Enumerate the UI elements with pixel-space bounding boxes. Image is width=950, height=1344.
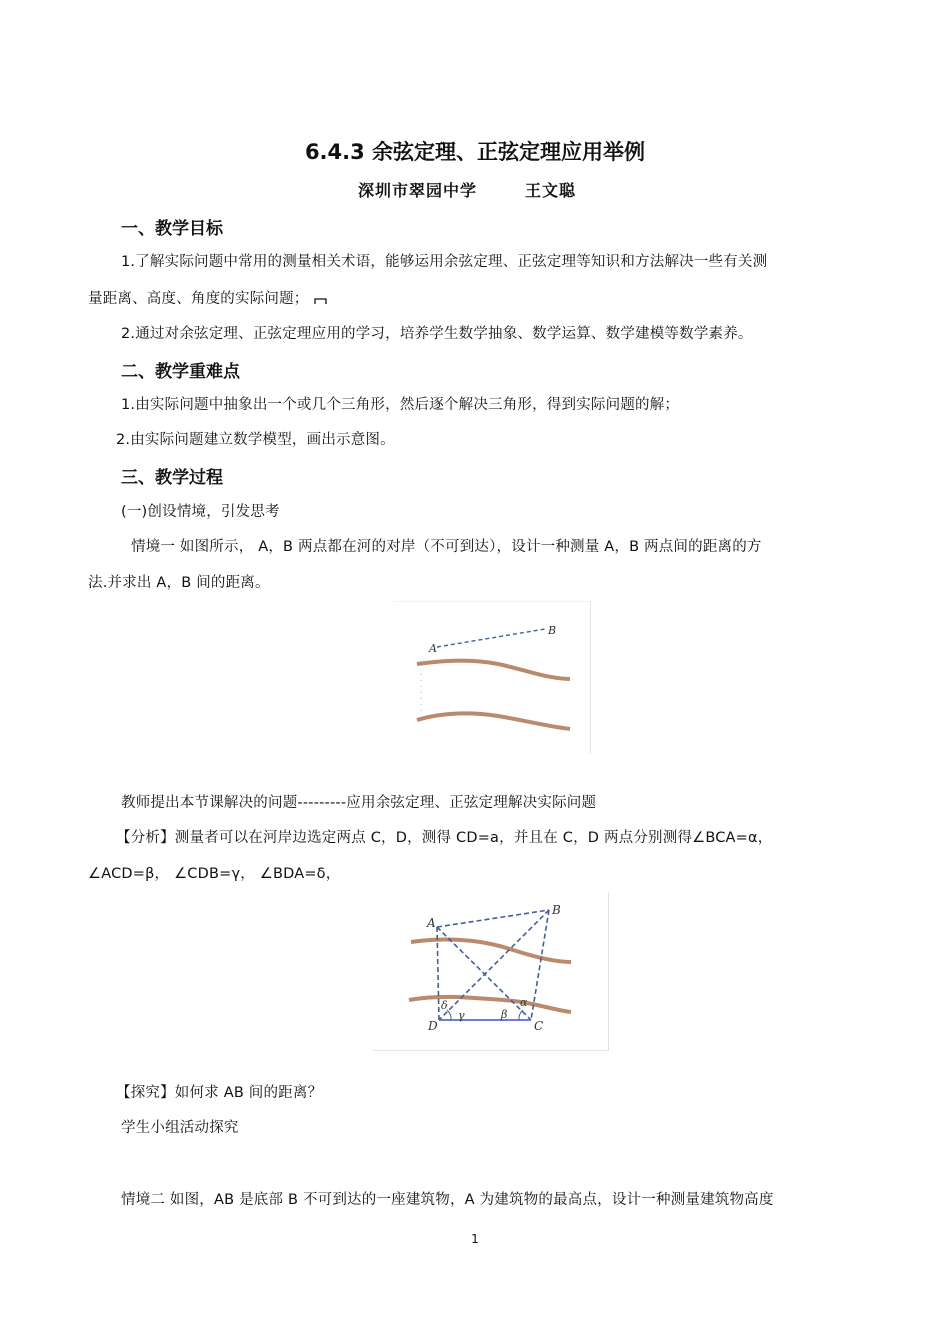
teacher-question: 教师提出本节课解决的问题---------应用余弦定理、正弦定理解决实际问题 <box>121 795 597 811</box>
author-line <box>358 178 576 201</box>
page-number: 1 <box>471 1232 479 1246</box>
goal-1-line-1: 1.了解实际问题中常用的测量相关术语，能够运用余弦定理、正弦定理等知识和方法解决一些有关测 <box>121 254 768 270</box>
river-bank-bottom <box>417 713 570 729</box>
figure-river-ab <box>393 601 591 754</box>
section-heading-process: 三、教学过程 <box>121 468 223 488</box>
difficulty-1: 1.由实际问题中抽象出一个或几个三角形，然后逐个解决三角形，得到实际问题的解； <box>121 397 680 413</box>
label-a: A <box>429 642 437 655</box>
label-gamma: γ <box>458 1009 465 1022</box>
figure-quadrilateral-abcd <box>373 892 609 1051</box>
label-b: B <box>552 903 561 917</box>
process-subheading: (一)创设情境，引发思考 <box>121 504 280 520</box>
goal-1-line-2 <box>88 287 329 308</box>
label-c: C <box>534 1019 544 1033</box>
river-bank-top <box>411 940 571 962</box>
label-beta: β <box>501 1008 508 1021</box>
label-a: A <box>427 916 436 930</box>
scene-1-line-2: 法.并求出 A，B 间的距离。 <box>88 575 270 591</box>
analysis-line-1: 【分析】测量者可以在河岸边选定两点 C，D，测得 CD=a，并且在 C，D 两点分别测得∠BCA=α， <box>116 830 773 846</box>
river-bank-top <box>417 661 570 679</box>
cursor-mark-icon <box>313 294 329 306</box>
scene-2-line-1: 情境二 如图，AB 是底部 B 不可到达的一座建筑物，A 为建筑物的最高点，设计一种测量建筑物高度 <box>121 1192 774 1208</box>
label-delta: δ <box>441 999 448 1012</box>
author-school: 深圳市翠园中学 <box>358 181 478 200</box>
scene-1-line-1: 情境一 如图所示， A，B 两点都在河的对岸（不可到达），设计一种测量 A，B 两点间的距离的方 <box>131 539 762 555</box>
river-bank-bottom <box>409 997 571 1012</box>
group-activity: 学生小组活动探究 <box>121 1120 239 1136</box>
page-title: 6.4.3 余弦定理、正弦定理应用举例 <box>304 140 646 164</box>
label-b: B <box>548 624 557 637</box>
goal-1-line-2-text: 量距离、高度、角度的实际问题； <box>88 291 309 307</box>
analysis-line-2: ∠ACD=β， ∠CDB=γ， ∠BDA=δ， <box>88 866 341 882</box>
segment-ab <box>437 910 549 927</box>
author-name: 王文聪 <box>525 181 577 200</box>
dashed-segment-ab <box>437 629 545 647</box>
difficulty-2: 2.由实际问题建立数学模型，画出示意图。 <box>116 432 395 448</box>
section-heading-goals: 一、教学目标 <box>121 219 223 239</box>
explore-question: 【探究】如何求 AB 间的距离？ <box>116 1085 323 1101</box>
section-heading-difficulties: 二、教学重难点 <box>121 362 240 382</box>
label-d: D <box>428 1019 438 1033</box>
goal-2: 2.通过对余弦定理、正弦定理应用的学习，培养学生数学抽象、数学运算、数学建模等数学素养。 <box>121 326 753 342</box>
label-alpha: α <box>520 996 528 1009</box>
